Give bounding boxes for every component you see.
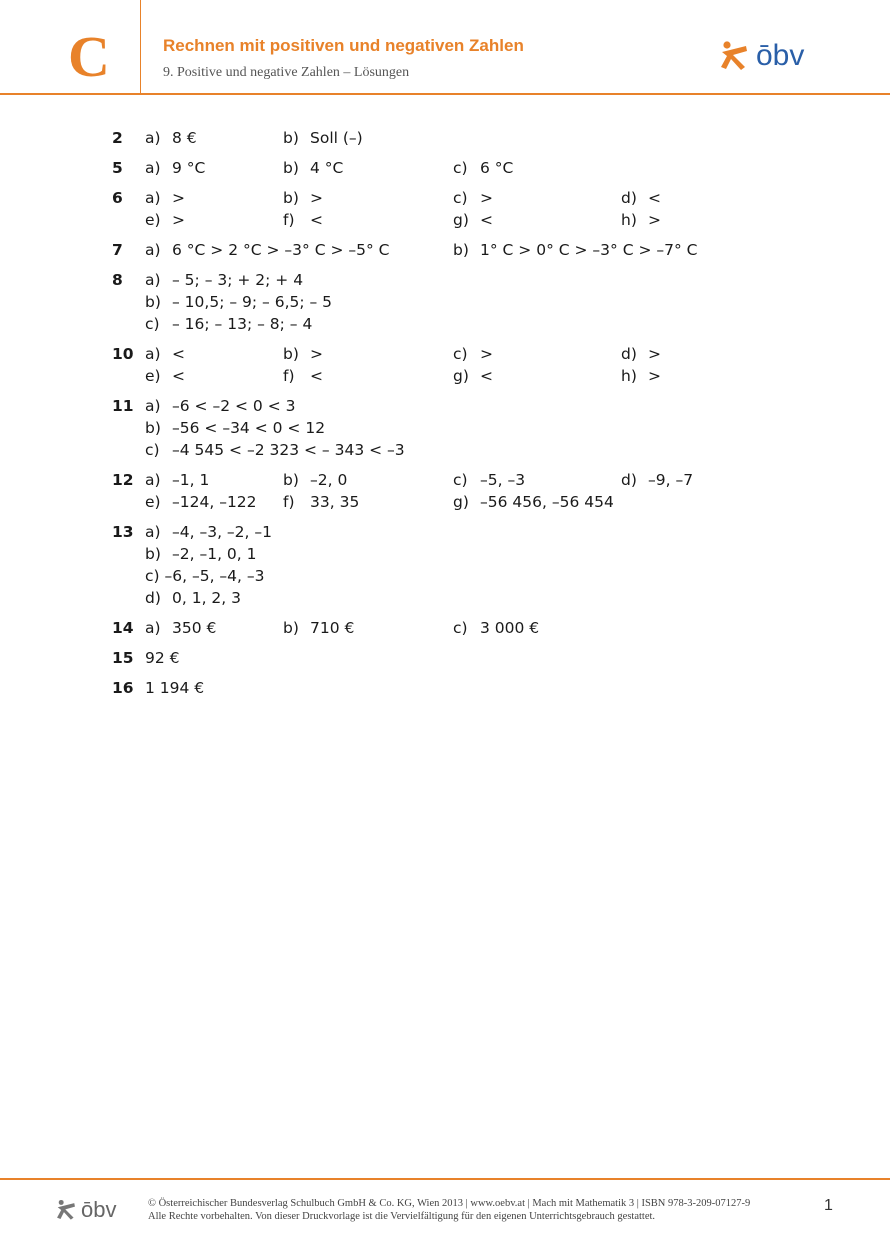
answer-item	[145, 617, 216, 639]
answer-row	[0, 157, 890, 179]
answer-value: –9, –7	[648, 471, 694, 489]
answer-value: >	[310, 189, 323, 207]
answer-label: b)	[283, 619, 299, 637]
answer-label: b)	[283, 129, 299, 147]
answer-value: Soll (–)	[310, 129, 363, 147]
answer-label: b)	[283, 345, 299, 363]
answer-item	[453, 239, 697, 261]
exercise-number: 10	[112, 345, 134, 363]
exercise	[0, 157, 890, 179]
answer-item	[283, 469, 347, 491]
answer-value: 1° C > 0° C > –3° C > –7° C	[480, 241, 698, 259]
answer-value: <	[172, 345, 185, 363]
answer-text: 1 194 €	[145, 679, 205, 697]
answer-label: e)	[145, 211, 161, 229]
answer-item	[453, 343, 493, 365]
answer-item	[453, 209, 493, 231]
answer-item	[621, 187, 661, 209]
answer-item	[283, 491, 359, 513]
exercise	[0, 187, 890, 231]
answer-value: – 16; – 13; – 8; – 4	[172, 315, 313, 333]
answer-label: h)	[621, 367, 637, 385]
page-title: Rechnen mit positiven und negativen Zahlen	[163, 36, 524, 55]
answer-item	[283, 187, 323, 209]
answer-row	[0, 647, 890, 669]
answer-label: g)	[453, 211, 469, 229]
exercise-number: 14	[112, 619, 134, 637]
answer-label: d)	[621, 189, 637, 207]
answer-value: >	[172, 189, 185, 207]
answer-label: a)	[145, 345, 161, 363]
answer-row	[0, 417, 890, 439]
footer-copyright	[148, 1197, 750, 1223]
answer-item	[145, 365, 185, 387]
answer-item	[283, 127, 363, 149]
answer-row	[0, 365, 890, 387]
answer-item	[145, 439, 405, 461]
answer-label: b)	[145, 419, 161, 437]
header-divider	[0, 93, 890, 95]
answer-item	[621, 469, 693, 491]
footer-line-2: Alle Rechte vorbehalten. Von dieser Druckvorlage ist die Vervielfältigung für den eigenen Unterrichtsgebrauch gestattet.	[148, 1211, 656, 1222]
exercise-number: 15	[112, 649, 134, 667]
answer-label: b)	[283, 471, 299, 489]
exercise-number: 5	[112, 159, 123, 177]
answer-label: f)	[283, 367, 295, 385]
answer-row	[0, 395, 890, 417]
answer-label: b)	[283, 159, 299, 177]
footer-divider	[0, 1178, 890, 1180]
answer-value: –5, –3	[480, 471, 526, 489]
answer-value: 33, 35	[310, 493, 360, 511]
answer-label: c)	[453, 189, 468, 207]
answer-value: 6 °C > 2 °C > –3° C > –5° C	[172, 241, 390, 259]
answer-value: 350 €	[172, 619, 217, 637]
answer-label: f)	[283, 211, 295, 229]
answer-row	[0, 543, 890, 565]
answer-row	[0, 239, 890, 261]
answer-row	[0, 617, 890, 639]
answer-item	[453, 187, 493, 209]
answer-value: >	[480, 345, 493, 363]
answer-label: b)	[283, 189, 299, 207]
exercise	[0, 343, 890, 387]
header-divider-vertical	[140, 0, 141, 95]
answer-item	[621, 365, 661, 387]
answer-label: c)	[453, 345, 468, 363]
answer-value: –6 < –2 < 0 < 3	[172, 397, 296, 415]
answer-row	[0, 187, 890, 209]
answer-text: 92 €	[145, 649, 180, 667]
answer-item	[283, 209, 323, 231]
answer-label: c)	[145, 315, 160, 333]
answer-item	[145, 587, 241, 609]
answer-label: d)	[621, 471, 637, 489]
answer-item	[283, 617, 354, 639]
chapter-letter: C	[68, 24, 110, 89]
answer-value: >	[648, 211, 661, 229]
answer-item	[453, 365, 493, 387]
answer-label: a)	[145, 523, 161, 541]
answer-value: –124, –122	[172, 493, 257, 511]
answer-value: 3 000 €	[480, 619, 540, 637]
answer-value: –4 545 < –2 323 < – 343 < –3	[172, 441, 405, 459]
exercise-number: 2	[112, 129, 123, 147]
answer-value: 0, 1, 2, 3	[172, 589, 242, 607]
exercise-number: 11	[112, 397, 134, 415]
star-icon	[55, 1199, 77, 1221]
answer-row	[0, 343, 890, 365]
answer-text: c) –6, –5, –4, –3	[145, 567, 265, 585]
answer-value: <	[648, 189, 661, 207]
answer-item	[283, 365, 323, 387]
answer-item	[145, 127, 197, 149]
exercise	[0, 269, 890, 335]
answer-label: b)	[145, 545, 161, 563]
answer-row	[0, 127, 890, 149]
exercise-number: 13	[112, 523, 134, 541]
answer-value: >	[648, 367, 661, 385]
answer-label: c)	[453, 159, 468, 177]
answer-value: 8 €	[172, 129, 197, 147]
answer-value: <	[172, 367, 185, 385]
answer-label: g)	[453, 367, 469, 385]
answer-item	[145, 417, 325, 439]
answer-value: <	[310, 367, 323, 385]
star-icon	[718, 40, 750, 72]
answer-value: – 5; – 3; + 2; + 4	[172, 271, 304, 289]
exercise	[0, 677, 890, 699]
exercise-number: 8	[112, 271, 123, 289]
answer-row	[0, 439, 890, 461]
exercise	[0, 617, 890, 639]
answer-label: e)	[145, 367, 161, 385]
answer-item	[283, 343, 323, 365]
answer-label: d)	[145, 589, 161, 607]
footer-logo-text: ōbv	[81, 1197, 117, 1222]
answer-row	[0, 491, 890, 513]
answer-item	[145, 543, 257, 565]
answer-value: –1, 1	[172, 471, 210, 489]
page-subtitle: 9. Positive und negative Zahlen – Lösungen	[163, 65, 410, 80]
answer-label: a)	[145, 471, 161, 489]
exercise-number: 16	[112, 679, 134, 697]
answer-value: >	[310, 345, 323, 363]
exercise	[0, 239, 890, 261]
footer-logo	[55, 1199, 116, 1221]
logo-text: ōbv	[756, 39, 805, 72]
answer-item	[145, 239, 389, 261]
answer-item	[621, 343, 661, 365]
answer-label: c)	[453, 619, 468, 637]
publisher-logo	[718, 40, 804, 72]
answer-row	[0, 209, 890, 231]
answer-label: g)	[453, 493, 469, 511]
answer-item	[453, 617, 539, 639]
answer-label: a)	[145, 189, 161, 207]
answer-label: d)	[621, 345, 637, 363]
answer-label: a)	[145, 271, 161, 289]
answer-label: c)	[453, 471, 468, 489]
answer-row	[0, 677, 890, 699]
page-number: 1	[824, 1197, 833, 1214]
answer-item	[283, 157, 343, 179]
answer-value: –4, –3, –2, –1	[172, 523, 273, 541]
answer-value: –56 < –34 < 0 < 12	[172, 419, 326, 437]
answer-label: h)	[621, 211, 637, 229]
answer-value: –56 456, –56 454	[480, 493, 614, 511]
answer-label: b)	[453, 241, 469, 259]
answer-value: –2, –1, 0, 1	[172, 545, 257, 563]
answer-value: >	[172, 211, 185, 229]
answer-item	[145, 209, 185, 231]
answer-value: >	[480, 189, 493, 207]
answer-value: 4 °C	[310, 159, 344, 177]
answer-label: e)	[145, 493, 161, 511]
solutions-list	[0, 127, 890, 707]
answer-row	[0, 313, 890, 335]
answer-value: 710 €	[310, 619, 355, 637]
answer-value: <	[480, 367, 493, 385]
answer-label: a)	[145, 397, 161, 415]
answer-item	[145, 395, 295, 417]
answer-label: a)	[145, 129, 161, 147]
exercise	[0, 127, 890, 149]
answer-item	[145, 469, 209, 491]
answer-item	[145, 269, 303, 291]
answer-item	[145, 491, 257, 513]
answer-row	[0, 469, 890, 491]
answer-value: – 10,5; – 9; – 6,5; – 5	[172, 293, 333, 311]
exercise-number: 12	[112, 471, 134, 489]
footer-line-1: © Österreichischer Bundesverlag Schulbuch GmbH & Co. KG, Wien 2013 | www.oebv.at | Mach mit Mathematik 3 | ISBN 978-3-209-07127-9	[148, 1198, 751, 1209]
answer-row	[0, 291, 890, 313]
answer-item	[145, 291, 332, 313]
answer-item	[145, 521, 272, 543]
answer-item	[453, 157, 513, 179]
answer-item	[621, 209, 661, 231]
answer-item	[145, 157, 205, 179]
answer-label: a)	[145, 241, 161, 259]
exercise	[0, 647, 890, 669]
answer-label: c)	[145, 441, 160, 459]
answer-row	[0, 269, 890, 291]
answer-value: 9 °C	[172, 159, 206, 177]
answer-label: f)	[283, 493, 295, 511]
exercise-number: 7	[112, 241, 123, 259]
answer-item	[145, 313, 312, 335]
answer-row	[0, 587, 890, 609]
answer-item	[453, 469, 525, 491]
answer-item	[453, 491, 614, 513]
exercise	[0, 521, 890, 609]
exercise	[0, 469, 890, 513]
answer-row	[0, 565, 890, 587]
answer-value: 6 °C	[480, 159, 514, 177]
answer-value: –2, 0	[310, 471, 348, 489]
answer-item	[145, 343, 185, 365]
answer-value: >	[648, 345, 661, 363]
answer-label: b)	[145, 293, 161, 311]
answer-value: <	[480, 211, 493, 229]
exercise-number: 6	[112, 189, 123, 207]
answer-label: a)	[145, 159, 161, 177]
answer-row	[0, 521, 890, 543]
answer-item	[145, 187, 185, 209]
answer-label: a)	[145, 619, 161, 637]
exercise	[0, 395, 890, 461]
answer-value: <	[310, 211, 323, 229]
